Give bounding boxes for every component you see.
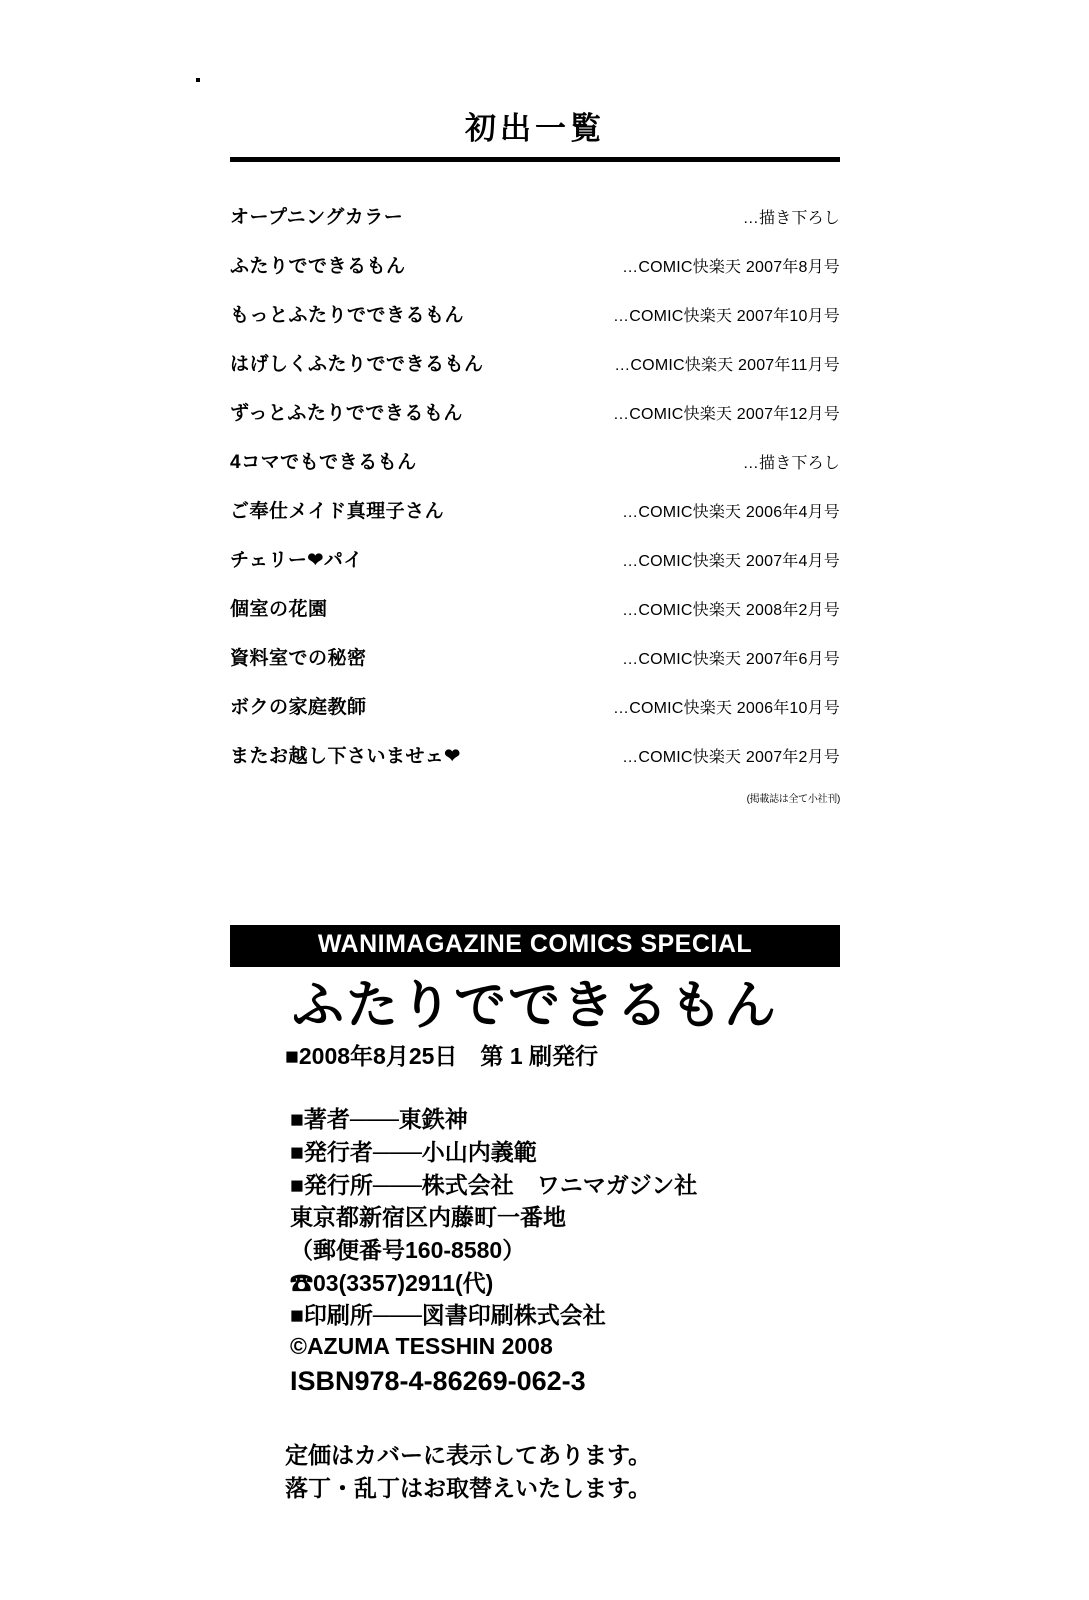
publisher-postal-line: （郵便番号160-8580） xyxy=(290,1236,526,1263)
isbn-line: ISBN978-4-86269-062-3 xyxy=(290,1365,586,1396)
credit-work-title: ボクの家庭教師 xyxy=(230,697,367,719)
colophon-block xyxy=(230,925,840,1506)
credit-source: …COMIC快楽天 2007年12月号 xyxy=(613,406,840,424)
copyright-line: ©AZUMA TESSHIN 2008 xyxy=(290,1332,553,1359)
credits-heading: 初出一覧 xyxy=(465,111,605,146)
credit-row xyxy=(230,251,840,278)
credits-note: (掲載誌は全て小社刊) xyxy=(746,794,840,806)
publication-date: ■2008年8月25日 第 1 刷発行 xyxy=(285,1043,599,1070)
credit-row xyxy=(230,594,840,621)
credit-work-title: ふたりでできるもん xyxy=(230,256,406,278)
credit-source: …COMIC快楽天 2007年11月号 xyxy=(614,357,840,375)
credit-source: …COMIC快楽天 2007年6月号 xyxy=(622,651,840,669)
credit-row xyxy=(230,447,840,474)
credit-work-title: またお越し下さいませェ❤ xyxy=(230,746,461,768)
book-title: ふたりでできるもん xyxy=(291,976,778,1035)
credit-row xyxy=(230,692,840,719)
credit-work-title: 4コマでもできるもん xyxy=(230,452,417,474)
credit-row xyxy=(230,300,840,327)
credit-work-title: オープニングカラー xyxy=(230,207,404,229)
credit-row xyxy=(230,741,840,768)
credit-source: …COMIC快楽天 2007年10月号 xyxy=(613,308,840,326)
first-publication-list xyxy=(230,110,840,805)
price-notice: 定価はカバーに表示してあります。 xyxy=(285,1441,652,1468)
printer-line: ■印刷所───図書印刷株式会社 xyxy=(290,1302,606,1329)
credit-work-title: チェリー❤パイ xyxy=(230,550,363,572)
credit-source: …COMIC快楽天 2007年2月号 xyxy=(622,749,840,767)
credit-row xyxy=(230,643,840,670)
credit-row xyxy=(230,496,840,523)
credit-row xyxy=(230,545,840,572)
imprint-banner: WANIMAGAZINE COMICS SPECIAL xyxy=(230,925,840,967)
defect-notice: 落丁・乱丁はお取替えいたします。 xyxy=(285,1475,652,1502)
credit-row xyxy=(230,349,840,376)
credit-work-title: はげしくふたりでできるもん xyxy=(230,354,484,376)
registration-dot xyxy=(196,78,200,82)
credit-work-title: ずっとふたりでできるもん xyxy=(230,403,463,425)
publisher-company-line: ■発行所───株式会社 ワニマガジン社 xyxy=(290,1171,698,1198)
credit-work-title: 個室の花園 xyxy=(230,599,328,621)
credit-work-title: もっとふたりでできるもん xyxy=(230,305,465,327)
credit-source: …COMIC快楽天 2007年8月号 xyxy=(622,259,840,277)
credit-source: …描き下ろし xyxy=(742,455,840,473)
credit-work-title: ご奉仕メイド真理子さん xyxy=(230,501,445,523)
author-line: ■著者───東鉄神 xyxy=(290,1106,468,1133)
credit-source: …描き下ろし xyxy=(742,210,840,228)
credit-source: …COMIC快楽天 2006年4月号 xyxy=(622,504,840,522)
credit-row xyxy=(230,202,840,229)
credits-divider xyxy=(230,157,840,162)
credit-source: …COMIC快楽天 2008年2月号 xyxy=(622,602,840,620)
credit-row xyxy=(230,398,840,425)
publisher-phone-line: ☎03(3357)2911(代) xyxy=(290,1269,494,1296)
publisher-person-line: ■発行者───小山内義範 xyxy=(290,1138,537,1165)
publisher-address-line: 東京都新宿区内藤町一番地 xyxy=(290,1204,566,1231)
credit-source: …COMIC快楽天 2007年4月号 xyxy=(622,553,840,571)
credit-source: …COMIC快楽天 2006年10月号 xyxy=(613,700,840,718)
credit-work-title: 資料室での秘密 xyxy=(230,648,367,670)
